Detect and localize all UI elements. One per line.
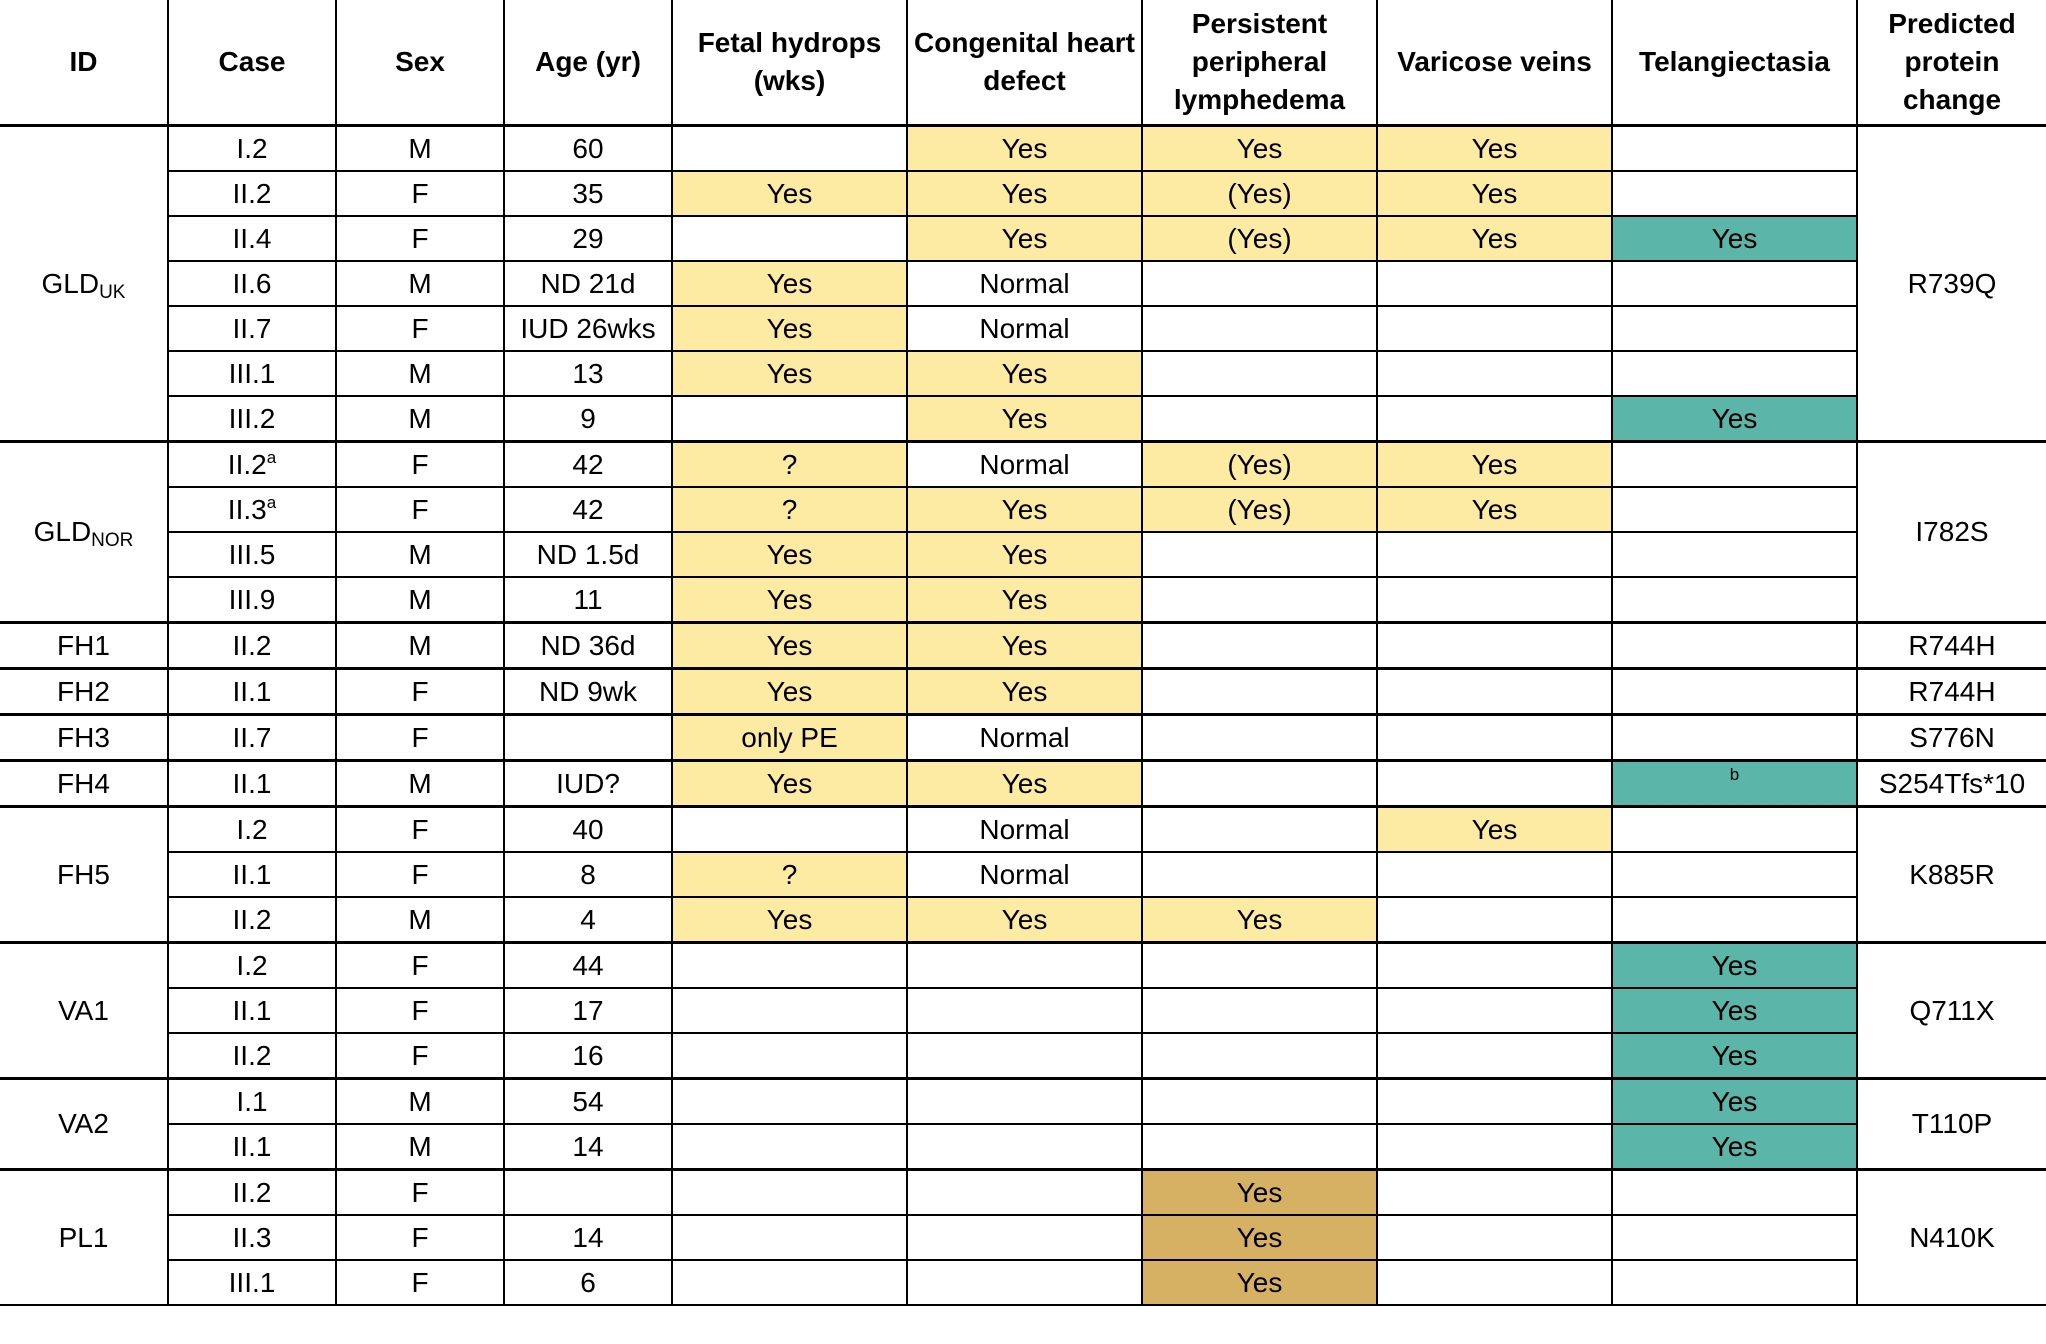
sex-cell: F (336, 852, 504, 897)
case-cell: III.9 (168, 577, 336, 623)
telangiectasia-cell: Yes (1612, 396, 1857, 442)
hydrops-cell: Yes (672, 669, 907, 715)
lymphedema-cell (1142, 852, 1377, 897)
lymphedema-cell: (Yes) (1142, 216, 1377, 261)
telangiectasia-cell (1612, 442, 1857, 488)
hydrops-cell (672, 1124, 907, 1170)
hydrops-cell: Yes (672, 171, 907, 216)
heart-cell: Normal (907, 852, 1142, 897)
lymphedema-cell: Yes (1142, 126, 1377, 172)
sex-cell: F (336, 715, 504, 761)
varicose-cell: Yes (1377, 216, 1612, 261)
age-cell: ND 1.5d (504, 532, 672, 577)
varicose-cell (1377, 761, 1612, 807)
telangiectasia-cell (1612, 487, 1857, 532)
varicose-cell (1377, 715, 1612, 761)
table-row (0, 126, 2046, 172)
age-cell: ND 21d (504, 261, 672, 306)
case-cell: II.1 (168, 988, 336, 1033)
case-cell: II.2 (168, 1033, 336, 1079)
case-cell: III.2 (168, 396, 336, 442)
case-cell: II.1 (168, 852, 336, 897)
case-footnote: a (266, 447, 277, 467)
sex-cell: M (336, 532, 504, 577)
telangiectasia-cell (1612, 623, 1857, 669)
heart-cell: Normal (907, 261, 1142, 306)
group-va1 (0, 943, 2046, 1079)
table-row (0, 442, 2046, 488)
protein-change-cell: S776N (1857, 715, 2046, 761)
sex-cell: M (336, 897, 504, 943)
age-cell: ND 9wk (504, 669, 672, 715)
heart-cell: Yes (907, 623, 1142, 669)
case-cell: II.2 (168, 623, 336, 669)
sex-cell: M (336, 396, 504, 442)
case-cell: I.2 (168, 943, 336, 989)
family-id-base: GLD (41, 267, 100, 299)
varicose-cell (1377, 988, 1612, 1033)
age-cell: 8 (504, 852, 672, 897)
varicose-cell: Yes (1377, 171, 1612, 216)
hydrops-cell (672, 216, 907, 261)
table-row (0, 577, 2046, 623)
telangiectasia-cell (1612, 126, 1857, 172)
table-row (0, 761, 2046, 807)
hydrops-cell: Yes (672, 577, 907, 623)
age-cell: 11 (504, 577, 672, 623)
heart-cell (907, 1215, 1142, 1260)
protein-change-cell: R739Q (1857, 126, 2046, 442)
varicose-cell (1377, 852, 1612, 897)
lymphedema-cell (1142, 577, 1377, 623)
group-fh5 (0, 807, 2046, 943)
group-fh4 (0, 761, 2046, 807)
case-cell: I.1 (168, 1079, 336, 1125)
varicose-cell (1377, 306, 1612, 351)
hydrops-cell (672, 1215, 907, 1260)
sex-cell: M (336, 623, 504, 669)
hydrops-cell: Yes (672, 261, 907, 306)
hydrops-cell: ? (672, 487, 907, 532)
varicose-cell (1377, 396, 1612, 442)
lymphedema-cell: Yes (1142, 1170, 1377, 1216)
sex-cell: M (336, 761, 504, 807)
family-id: FH2 (0, 669, 168, 715)
varicose-cell (1377, 669, 1612, 715)
case-label: II.3 (227, 493, 267, 525)
heart-cell: Yes (907, 171, 1142, 216)
sex-cell: F (336, 1260, 504, 1305)
table-row (0, 623, 2046, 669)
hydrops-cell (672, 1033, 907, 1079)
age-cell (504, 1170, 672, 1216)
table-row (0, 1215, 2046, 1260)
hydrops-cell: Yes (672, 897, 907, 943)
table-row (0, 1033, 2046, 1079)
heart-cell (907, 988, 1142, 1033)
telangiectasia-cell (1612, 1215, 1857, 1260)
sex-cell: F (336, 988, 504, 1033)
protein-change-cell: I782S (1857, 442, 2046, 623)
lymphedema-cell (1142, 807, 1377, 853)
telangiectasia-cell (1612, 261, 1857, 306)
heart-cell: Yes (907, 897, 1142, 943)
heart-cell: Yes (907, 126, 1142, 172)
age-cell: 29 (504, 216, 672, 261)
heart-cell: Normal (907, 306, 1142, 351)
varicose-cell (1377, 351, 1612, 396)
age-cell: IUD? (504, 761, 672, 807)
age-cell: 35 (504, 171, 672, 216)
varicose-cell: Yes (1377, 807, 1612, 853)
header-row (0, 0, 2046, 126)
case-cell: III.1 (168, 1260, 336, 1305)
case-cell: II.1 (168, 761, 336, 807)
case-cell: II.7 (168, 715, 336, 761)
varicose-cell: Yes (1377, 487, 1612, 532)
table-row (0, 351, 2046, 396)
table-row (0, 171, 2046, 216)
family-id: PL1 (0, 1170, 168, 1306)
header-case: Case (168, 0, 336, 126)
age-cell: 60 (504, 126, 672, 172)
heart-cell (907, 943, 1142, 989)
protein-change-cell: N410K (1857, 1170, 2046, 1306)
case-footnote: a (266, 492, 277, 512)
lymphedema-cell (1142, 715, 1377, 761)
table-row (0, 216, 2046, 261)
case-cell: II.2 (168, 1170, 336, 1216)
heart-cell: Yes (907, 216, 1142, 261)
telangiectasia-cell: Yes (1612, 1124, 1857, 1170)
table-row (0, 1124, 2046, 1170)
telangiectasia-cell: Yes (1612, 988, 1857, 1033)
lymphedema-cell: Yes (1142, 1215, 1377, 1260)
protein-change-cell: S254Tfs*10 (1857, 761, 2046, 807)
case-cell: II.4 (168, 216, 336, 261)
hydrops-cell: Yes (672, 532, 907, 577)
age-cell: 54 (504, 1079, 672, 1125)
case-cell: I.2 (168, 126, 336, 172)
telangiectasia-cell (1612, 715, 1857, 761)
header-age: Age (yr) (504, 0, 672, 126)
hydrops-cell (672, 988, 907, 1033)
family-id: VA2 (0, 1079, 168, 1170)
lymphedema-cell (1142, 669, 1377, 715)
table-row (0, 897, 2046, 943)
sex-cell: F (336, 216, 504, 261)
varicose-cell (1377, 1124, 1612, 1170)
heart-cell: Normal (907, 442, 1142, 488)
hydrops-cell (672, 396, 907, 442)
lymphedema-cell: (Yes) (1142, 171, 1377, 216)
heart-cell: Yes (907, 669, 1142, 715)
sex-cell: F (336, 1215, 504, 1260)
lymphedema-cell: Yes (1142, 1260, 1377, 1305)
age-cell: 44 (504, 943, 672, 989)
group-pl1 (0, 1170, 2046, 1306)
case-cell: III.1 (168, 351, 336, 396)
hydrops-cell: Yes (672, 306, 907, 351)
varicose-cell (1377, 1033, 1612, 1079)
table-row (0, 669, 2046, 715)
sex-cell: F (336, 442, 504, 488)
case-cell: II.1 (168, 669, 336, 715)
header-lymphedema: Persistent peripheral lymphedema (1142, 0, 1377, 126)
header-sex: Sex (336, 0, 504, 126)
heart-cell: Yes (907, 577, 1142, 623)
sex-cell: F (336, 1170, 504, 1216)
age-cell: 9 (504, 396, 672, 442)
telangiectasia-cell (1612, 761, 1857, 807)
family-id-subscript: UK (99, 281, 126, 303)
case-cell: III.5 (168, 532, 336, 577)
protein-change-cell: K885R (1857, 807, 2046, 943)
case-cell (168, 487, 336, 532)
lymphedema-cell (1142, 988, 1377, 1033)
heart-cell: Yes (907, 532, 1142, 577)
telangiectasia-cell (1612, 897, 1857, 943)
lymphedema-cell (1142, 623, 1377, 669)
age-cell: 16 (504, 1033, 672, 1079)
case-label: II.2 (227, 448, 267, 480)
varicose-cell (1377, 1215, 1612, 1260)
hydrops-cell (672, 126, 907, 172)
telangiectasia-cell (1612, 306, 1857, 351)
hydrops-cell: ? (672, 852, 907, 897)
age-cell (504, 715, 672, 761)
lymphedema-cell: (Yes) (1142, 487, 1377, 532)
sex-cell: F (336, 943, 504, 989)
table-row (0, 487, 2046, 532)
heart-cell (907, 1033, 1142, 1079)
heart-cell (907, 1079, 1142, 1125)
heart-cell: Yes (907, 351, 1142, 396)
sex-cell: F (336, 487, 504, 532)
sex-cell: F (336, 306, 504, 351)
lymphedema-cell (1142, 532, 1377, 577)
table-row (0, 988, 2046, 1033)
heart-cell: Yes (907, 487, 1142, 532)
lymphedema-cell (1142, 1033, 1377, 1079)
table-row (0, 807, 2046, 853)
group-va2 (0, 1079, 2046, 1170)
family-id (0, 442, 168, 623)
sex-cell: F (336, 171, 504, 216)
hydrops-cell (672, 807, 907, 853)
case-cell: II.1 (168, 1124, 336, 1170)
varicose-cell (1377, 897, 1612, 943)
case-cell: II.2 (168, 897, 336, 943)
case-cell: II.6 (168, 261, 336, 306)
telangiectasia-cell (1612, 171, 1857, 216)
table-row (0, 943, 2046, 989)
table-row (0, 715, 2046, 761)
group-fh1 (0, 623, 2046, 669)
table-row (0, 532, 2046, 577)
case-cell: II.2 (168, 171, 336, 216)
heart-cell: Yes (907, 761, 1142, 807)
protein-change-cell: T110P (1857, 1079, 2046, 1170)
table-row (0, 306, 2046, 351)
age-cell: 40 (504, 807, 672, 853)
sex-cell: M (336, 577, 504, 623)
age-cell: 17 (504, 988, 672, 1033)
family-id: VA1 (0, 943, 168, 1079)
telangiectasia-cell (1612, 351, 1857, 396)
lymphedema-cell: (Yes) (1142, 442, 1377, 488)
sex-cell: M (336, 1124, 504, 1170)
hydrops-cell (672, 1079, 907, 1125)
varicose-cell (1377, 261, 1612, 306)
lymphedema-cell (1142, 261, 1377, 306)
group-gld-uk (0, 126, 2046, 442)
age-cell: ND 36d (504, 623, 672, 669)
hydrops-cell (672, 943, 907, 989)
lymphedema-cell (1142, 396, 1377, 442)
telangiectasia-cell: Yes (1612, 216, 1857, 261)
varicose-cell (1377, 1079, 1612, 1125)
heart-cell (907, 1260, 1142, 1305)
table-row (0, 852, 2046, 897)
header-heart-defect: Congenital heart defect (907, 0, 1142, 126)
hydrops-cell (672, 1260, 907, 1305)
lymphedema-cell (1142, 306, 1377, 351)
telangiectasia-cell (1612, 669, 1857, 715)
varicose-cell (1377, 1170, 1612, 1216)
telangiectasia-footnote: b (1729, 764, 1740, 784)
protein-change-cell: R744H (1857, 623, 2046, 669)
family-id-base: GLD (33, 516, 92, 547)
sex-cell: F (336, 669, 504, 715)
telangiectasia-cell (1612, 852, 1857, 897)
case-cell: II.7 (168, 306, 336, 351)
sex-cell: F (336, 807, 504, 853)
table-row (0, 396, 2046, 442)
age-cell: 14 (504, 1215, 672, 1260)
header-telangiectasia: Telangiectasia (1612, 0, 1857, 126)
telangiectasia-cell (1612, 577, 1857, 623)
sex-cell: M (336, 261, 504, 306)
heart-cell (907, 1124, 1142, 1170)
header-varicose-veins: Varicose veins (1377, 0, 1612, 126)
varicose-cell: Yes (1377, 126, 1612, 172)
age-cell: 42 (504, 442, 672, 488)
header-id: ID (0, 0, 168, 126)
hydrops-cell: Yes (672, 761, 907, 807)
telangiectasia-cell: Yes (1612, 1079, 1857, 1125)
family-id: FH4 (0, 761, 168, 807)
hydrops-cell: Yes (672, 623, 907, 669)
telangiectasia-cell: Yes (1612, 943, 1857, 989)
case-cell: II.3 (168, 1215, 336, 1260)
heart-cell: Normal (907, 807, 1142, 853)
table-row (0, 1260, 2046, 1305)
family-id-subscript: NOR (91, 530, 134, 551)
age-cell: 13 (504, 351, 672, 396)
age-cell: 4 (504, 897, 672, 943)
telangiectasia-cell (1612, 1170, 1857, 1216)
family-id: FH3 (0, 715, 168, 761)
telangiectasia-cell: Yes (1612, 1033, 1857, 1079)
telangiectasia-cell (1612, 807, 1857, 853)
varicose-cell (1377, 623, 1612, 669)
sex-cell: M (336, 351, 504, 396)
group-fh3 (0, 715, 2046, 761)
header-protein-change: Predicted protein change (1857, 0, 2046, 126)
group-gld-nor (0, 442, 2046, 623)
varicose-cell (1377, 943, 1612, 989)
table-row (0, 1170, 2046, 1216)
varicose-cell (1377, 532, 1612, 577)
telangiectasia-cell (1612, 532, 1857, 577)
hydrops-cell: Yes (672, 351, 907, 396)
heart-cell (907, 1170, 1142, 1216)
sex-cell: M (336, 126, 504, 172)
hydrops-cell: only PE (672, 715, 907, 761)
sex-cell: F (336, 1033, 504, 1079)
lymphedema-cell (1142, 351, 1377, 396)
protein-change-cell: R744H (1857, 669, 2046, 715)
table-row (0, 1079, 2046, 1125)
case-cell (168, 442, 336, 488)
telangiectasia-cell (1612, 1260, 1857, 1305)
header-fetal-hydrops: Fetal hydrops (wks) (672, 0, 907, 126)
age-cell: 14 (504, 1124, 672, 1170)
group-fh2 (0, 669, 2046, 715)
protein-change-cell: Q711X (1857, 943, 2046, 1079)
family-id: FH5 (0, 807, 168, 943)
hydrops-cell (672, 1170, 907, 1216)
age-cell: 42 (504, 487, 672, 532)
hydrops-cell: ? (672, 442, 907, 488)
lymphedema-cell: Yes (1142, 897, 1377, 943)
family-id (0, 126, 168, 442)
varicose-cell (1377, 577, 1612, 623)
case-cell: I.2 (168, 807, 336, 853)
lymphedema-cell (1142, 1079, 1377, 1125)
table-row (0, 261, 2046, 306)
lymphedema-cell (1142, 943, 1377, 989)
age-cell: 6 (504, 1260, 672, 1305)
varicose-cell: Yes (1377, 442, 1612, 488)
varicose-cell (1377, 1260, 1612, 1305)
lymphedema-cell (1142, 761, 1377, 807)
lymphedema-cell (1142, 1124, 1377, 1170)
sex-cell: M (336, 1079, 504, 1125)
family-id: FH1 (0, 623, 168, 669)
heart-cell: Normal (907, 715, 1142, 761)
heart-cell: Yes (907, 396, 1142, 442)
age-cell: IUD 26wks (504, 306, 672, 351)
